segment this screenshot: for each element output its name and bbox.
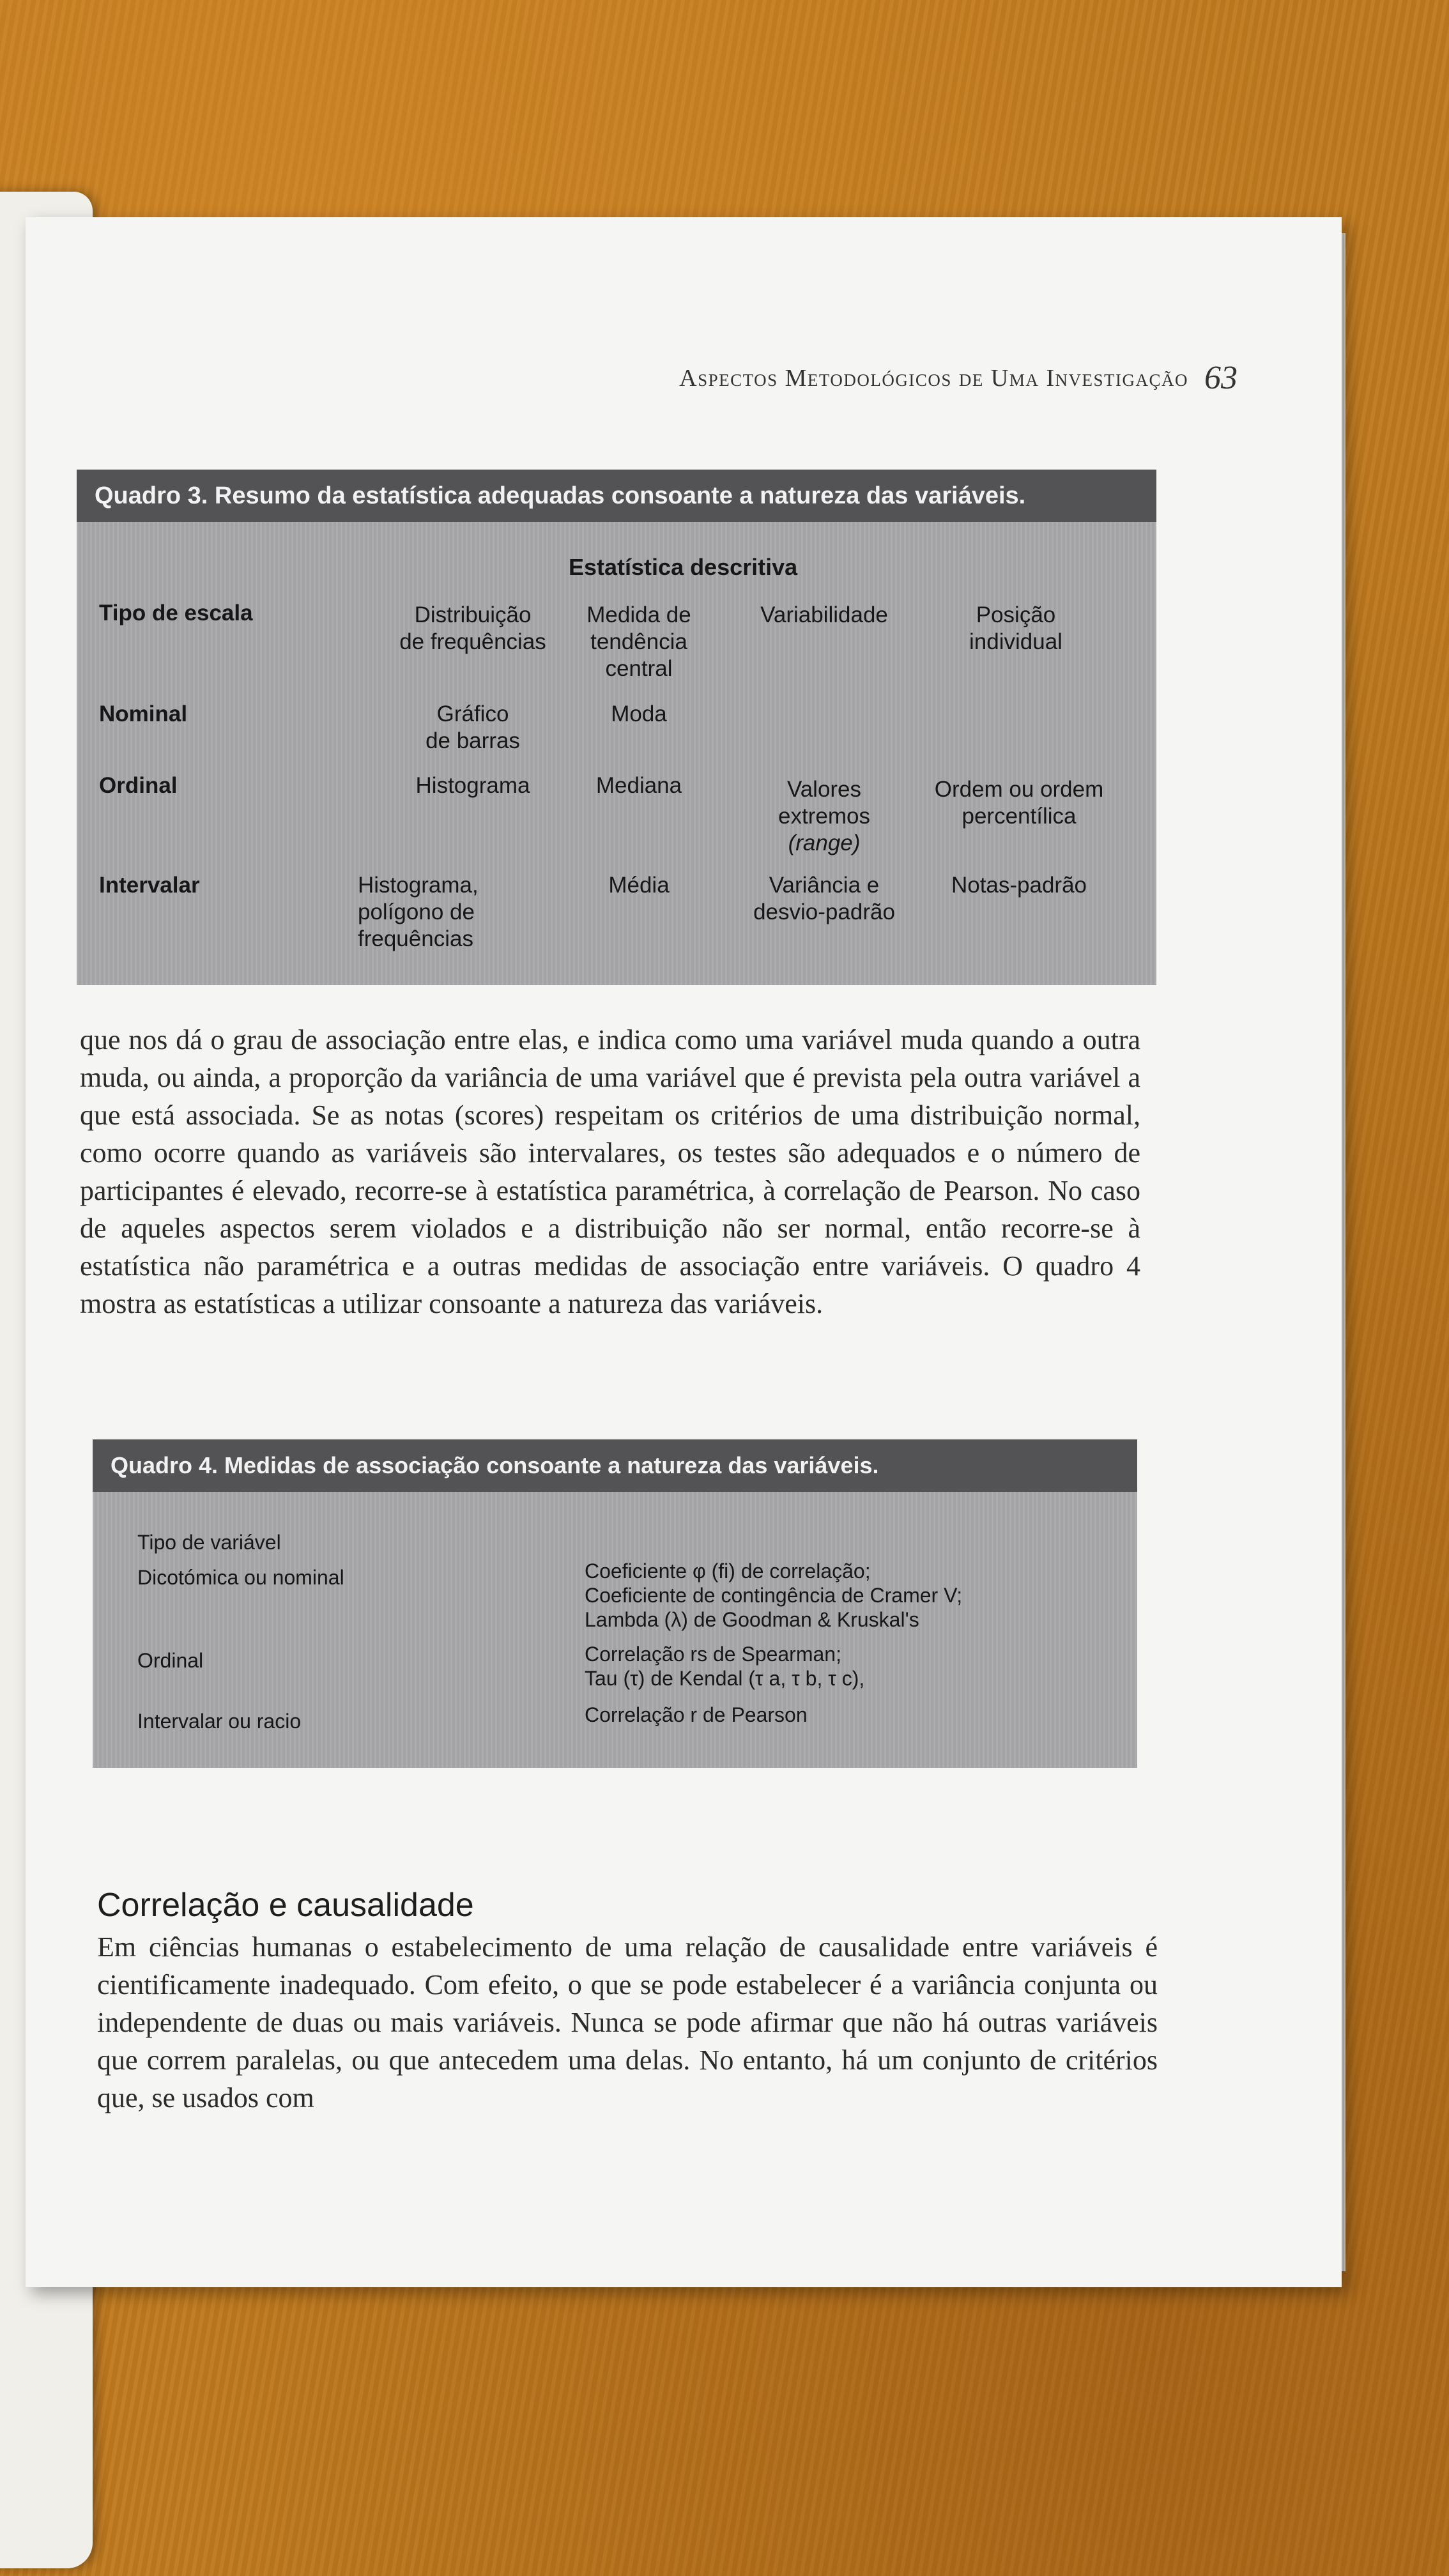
cell-line: Notas-padrão bbox=[951, 873, 1087, 898]
cell-intervalar-distribuicao bbox=[358, 872, 549, 953]
col-header-variabilidade bbox=[741, 602, 907, 629]
cell-line: Variância e bbox=[769, 873, 880, 898]
cell-line: polígono de bbox=[358, 900, 475, 924]
col-header-posicao-individual bbox=[920, 602, 1112, 656]
measure-line: Coeficiente de contingência de Cramer V; bbox=[585, 1584, 963, 1607]
measures-dicotomica bbox=[585, 1559, 962, 1632]
cell-ordinal-posicao bbox=[920, 776, 1118, 830]
col-header-line: central bbox=[605, 656, 673, 681]
group-header-estatistica-descritiva: Estatística descritiva bbox=[569, 554, 798, 580]
running-head: Aspectos Metodológicos de Uma Investigação bbox=[679, 365, 1188, 392]
row-label-dicotomica: Dicotómica ou nominal bbox=[137, 1566, 344, 1589]
section-paragraph-text: Em ciências humanas o estabelecimento de uma relação de causalidade entre variáveis é cientificamente inadequado. Com efeito, o que se pode estabelecer é a variância conjunta ou independente de duas ou mais variáveis. Nunca se pode afirmar que não há outras variáveis que correm paralelas, ou que antecedem uma delas. No entanto, há um conjunto de critérios que, se usados com bbox=[97, 1931, 1158, 2113]
cell-ordinal-tendencia bbox=[569, 772, 709, 799]
col-header-line: Variabilidade bbox=[760, 602, 888, 627]
quadro-4-table bbox=[93, 1439, 1137, 1768]
measure-line: Correlação r de Pearson bbox=[585, 1703, 808, 1726]
quadro-4-title: Quadro 4. Medidas de associação consoante a natureza das variáveis. bbox=[93, 1439, 1137, 1492]
section-paragraph bbox=[97, 1928, 1158, 2117]
paragraph-text: que nos dá o grau de associação entre elas, e indica como uma variável muda quando a outra muda, ou ainda, a proporção da variância de uma variável que é prevista pela outra variável a que está associada. Se as notas (scores) respeitam os critérios de uma distribuição normal, como ocorre quando as variáveis são intervalares, os testes são adequados e o número de participantes é elevado, recorre-se à estatística paramétrica, à correlação de Pearson. No caso de aqueles aspectos serem violados e a distribuição não ser normal, então recorre-se à estatística não paramétrica e a outras medidas de associação entre variáveis. O quadro 4 mostra as estatísticas a utilizar consoante a natureza das variáveis. bbox=[80, 1024, 1140, 1319]
cell-line: Moda bbox=[611, 702, 667, 726]
col-header-tipo-de-escala: Tipo de escala bbox=[99, 601, 253, 625]
col-header-line: individual bbox=[969, 629, 1062, 654]
cell-line: desvio-padrão bbox=[753, 900, 895, 924]
col-header-tipo-de-variavel: Tipo de variável bbox=[137, 1531, 281, 1554]
body-paragraph bbox=[80, 1021, 1140, 1322]
quadro-3-body bbox=[77, 522, 1156, 985]
cell-nominal-tendencia bbox=[569, 701, 709, 728]
cell-line: Histograma, bbox=[358, 873, 479, 898]
measure-line: Correlação rs de Spearman; bbox=[585, 1643, 841, 1666]
col-header-line: Posição bbox=[976, 602, 1056, 627]
cell-line: Gráfico bbox=[436, 702, 509, 726]
quadro-4-body bbox=[93, 1492, 1137, 1768]
cell-line: Histograma bbox=[415, 773, 530, 798]
measures-intervalar bbox=[585, 1703, 808, 1727]
col-header-line: de frequências bbox=[399, 629, 546, 654]
col-header-line: tendência bbox=[590, 629, 687, 654]
cell-intervalar-tendencia bbox=[569, 872, 709, 899]
section-heading: Correlação e causalidade bbox=[97, 1887, 474, 1924]
cell-intervalar-posicao bbox=[920, 872, 1118, 899]
quadro-3-title: Quadro 3. Resumo da estatística adequadas consoante a natureza das variáveis. bbox=[77, 470, 1156, 522]
cell-line: frequências bbox=[358, 926, 473, 951]
cell-line: Ordem ou ordem bbox=[934, 777, 1104, 802]
cell-line: Mediana bbox=[595, 773, 682, 798]
quadro-3-table bbox=[77, 470, 1156, 985]
col-header-line: Medida de bbox=[586, 602, 691, 627]
cell-line: Média bbox=[608, 873, 670, 898]
cell-line: extremos bbox=[778, 804, 870, 829]
measure-line: Lambda (λ) de Goodman & Kruskal's bbox=[585, 1608, 919, 1631]
col-header-tendencia-central bbox=[569, 602, 709, 682]
cell-line: de barras bbox=[425, 728, 520, 753]
cell-ordinal-distribuicao bbox=[377, 772, 569, 799]
row-label-ordinal: Ordinal bbox=[137, 1649, 204, 1672]
measure-line: Coeficiente φ (fi) de correlação; bbox=[585, 1560, 871, 1583]
col-header-distribuicao bbox=[377, 602, 569, 656]
cell-line: Valores bbox=[786, 777, 862, 802]
book-page bbox=[26, 217, 1342, 2287]
col-header-line: Distribuição bbox=[414, 602, 532, 627]
cell-nominal-distribuicao bbox=[377, 701, 569, 755]
measure-line: Tau (τ) de Kendal (τ a, τ b, τ c), bbox=[585, 1667, 865, 1690]
cell-line: percentílica bbox=[962, 804, 1077, 829]
cell-intervalar-variabilidade bbox=[741, 872, 907, 926]
measures-ordinal bbox=[585, 1642, 864, 1690]
row-label-nominal: Nominal bbox=[99, 702, 188, 726]
cell-line: (range) bbox=[788, 831, 861, 855]
page-number: 63 bbox=[1204, 360, 1238, 396]
cell-ordinal-variabilidade bbox=[741, 776, 907, 857]
row-label-ordinal: Ordinal bbox=[99, 773, 178, 798]
row-label-intervalar: Intervalar ou racio bbox=[137, 1710, 302, 1733]
row-label-intervalar: Intervalar bbox=[99, 873, 200, 898]
